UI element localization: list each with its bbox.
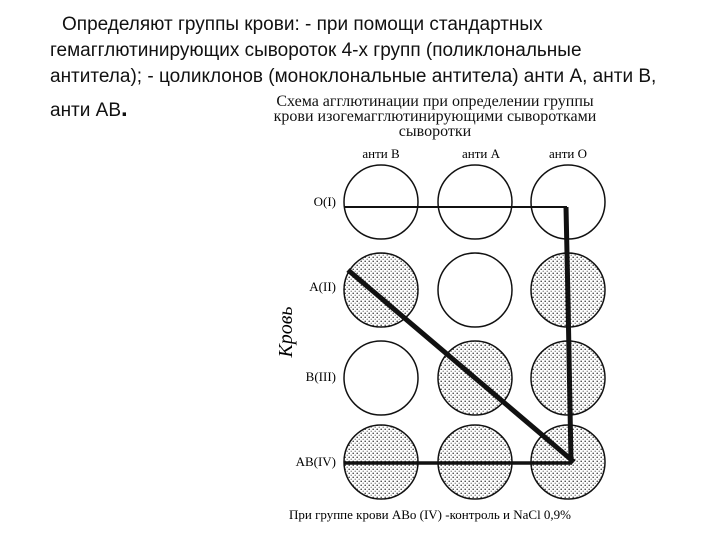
column-header-anti-a: анти A [461,146,501,161]
row-label-a: A(II) [309,279,336,294]
well-a-anti-a [438,253,512,327]
text-line-4-period: . [121,95,128,122]
text-line-2: гемагглютинирующих сывороток 4-х групп (поликлональные [50,40,582,61]
text-line-4-main: анти АВ [50,100,121,121]
diagram-title-line-1: Схема агглютинации при определении группы [276,93,594,110]
row-label-ab: AB(IV) [295,454,336,469]
text-line-3: антитела); - цоликлонов (моноклональные антитела) анти А, анти В, [50,66,657,87]
well-o-anti-b [344,165,418,239]
line-column-anti-o [566,207,571,462]
row-label-b: B(III) [305,369,336,384]
column-header-anti-b: анти B [362,146,400,161]
text-line-1: Определяют группы крови: - при помощи стандартных [62,14,543,35]
side-label-blood: Кровь [275,306,297,358]
column-header-anti-o: анти O [548,146,588,161]
diagram-title-line-3: сыворотки [398,123,472,140]
well-a-anti-b [344,253,418,327]
diagram-title-line-2: крови изогемагглютинирующими сыворотками [273,108,597,125]
row-label-o: O(I) [313,194,336,209]
well-b-anti-b [344,341,418,415]
footnote: При группе крови АВо (IV) -контроль и NaCl 0,9% [288,507,572,522]
well-o-anti-a [438,165,512,239]
